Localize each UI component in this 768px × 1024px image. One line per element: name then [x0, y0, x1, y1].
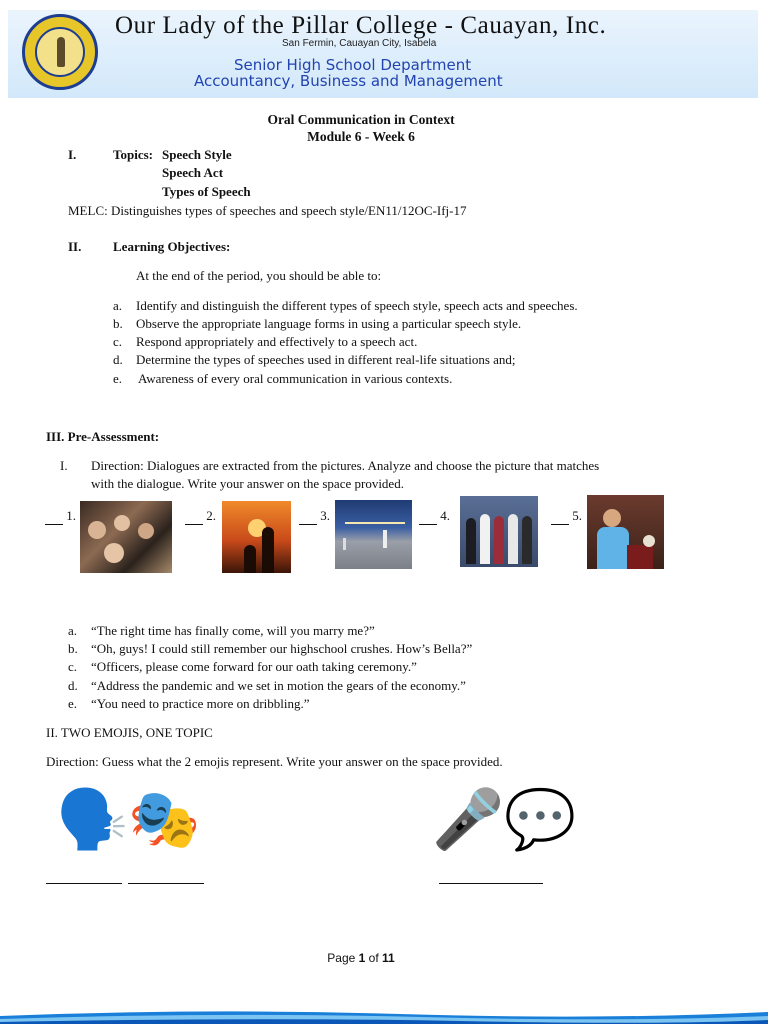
emojis-heading: II. TWO EMOJIS, ONE TOPIC — [46, 725, 213, 740]
performing-arts-icon: 🎭 — [128, 787, 201, 852]
footer-wave-decoration — [0, 1006, 768, 1024]
objective-letter: b. — [113, 316, 123, 331]
choice-text: “Address the pandemic and we set in motion the gears of the economy.” — [91, 678, 466, 693]
topics-label: Topics: — [113, 147, 153, 162]
podium-speech-photo — [587, 495, 664, 569]
objective-text: Respond appropriately and effectively to a speech act. — [136, 334, 418, 349]
answer-slot[interactable]: 1. — [45, 508, 76, 525]
preassessment-direction: Direction: Dialogues are extracted from the pictures. Analyze and choose the picture that matches — [91, 458, 600, 473]
choice-text: “The right time has finally come, will you marry me?” — [91, 623, 375, 638]
friends-group-photo — [80, 501, 172, 573]
choice-letter: c. — [68, 659, 78, 674]
answer-slot[interactable]: 5. — [551, 508, 582, 525]
objective-letter: c. — [113, 334, 123, 349]
subject-title: Oral Communication in Context — [267, 112, 455, 127]
objective-letter: e. — [113, 371, 123, 386]
emoji-set-1 — [56, 785, 200, 855]
speech-balloon-icon: 💬 — [504, 787, 577, 852]
oath-taking-photo — [460, 496, 538, 567]
topic-item: Types of Speech — [162, 184, 251, 199]
answer-line[interactable] — [128, 883, 204, 884]
basketball-court-photo — [335, 500, 412, 569]
answer-line[interactable] — [46, 883, 122, 884]
answer-slot[interactable]: 4. — [419, 508, 450, 525]
speaking-head-icon: 🗣️ — [56, 787, 129, 852]
strand-name: Accountancy, Business and Management — [194, 72, 503, 90]
preassessment-number: I. — [60, 458, 68, 473]
objective-letter: a. — [113, 298, 123, 313]
module-week: Module 6 - Week 6 — [307, 129, 415, 144]
objective-text: Observe the appropriate language forms in using a particular speech style. — [136, 316, 522, 331]
choice-letter: b. — [68, 641, 78, 656]
microphone-icon: 🎤 — [432, 787, 505, 852]
objective-letter: d. — [113, 352, 123, 367]
choice-text: “You need to practice more on dribbling.” — [91, 696, 310, 711]
objectives-intro: At the end of the period, you should be able to: — [136, 268, 382, 283]
school-seal-logo — [22, 14, 98, 90]
answer-slot[interactable]: 2. — [185, 508, 216, 525]
objectives-heading: Learning Objectives: — [113, 239, 231, 254]
objective-text: Identify and distinguish the different types of speech style, speech acts and speeches. — [136, 298, 578, 313]
objective-text: Awareness of every oral communication in various contexts. — [138, 371, 453, 386]
topic-item: Speech Act — [162, 165, 224, 180]
choice-letter: d. — [68, 678, 78, 693]
choice-text: “Oh, guys! I could still remember our highschool crushes. How’s Bella?” — [91, 641, 473, 656]
department-name: Senior High School Department — [234, 56, 472, 74]
answer-line[interactable] — [439, 883, 543, 884]
melc-text: MELC: Distinguishes types of speeches and speech style/EN11/12OC-Ifj-17 — [68, 203, 467, 218]
choice-letter: e. — [68, 696, 78, 711]
answer-slot[interactable]: 3. — [299, 508, 330, 525]
topics-number: I. — [68, 147, 77, 162]
school-name: Our Lady of the Pillar College - Cauayan, Inc. — [115, 12, 607, 39]
school-address: San Fermin, Cauayan City, Isabela — [282, 38, 437, 49]
topic-item: Speech Style — [162, 147, 232, 162]
objectives-number: II. — [68, 239, 82, 254]
preassessment-direction-cont: with the dialogue. Write your answer on the space provided. — [91, 476, 404, 491]
preassessment-heading: III. Pre-Assessment: — [46, 429, 160, 444]
choice-text: “Officers, please come forward for our oath taking ceremony.” — [91, 659, 417, 674]
objective-text: Determine the types of speeches used in different real-life situations and; — [136, 352, 516, 367]
sunset-proposal-photo — [222, 501, 291, 573]
emoji-set-2 — [432, 785, 576, 855]
emojis-direction: Direction: Guess what the 2 emojis represent. Write your answer on the space provided. — [46, 754, 503, 769]
choice-letter: a. — [68, 623, 78, 638]
page-number: Page 1 of 11 — [327, 951, 395, 965]
